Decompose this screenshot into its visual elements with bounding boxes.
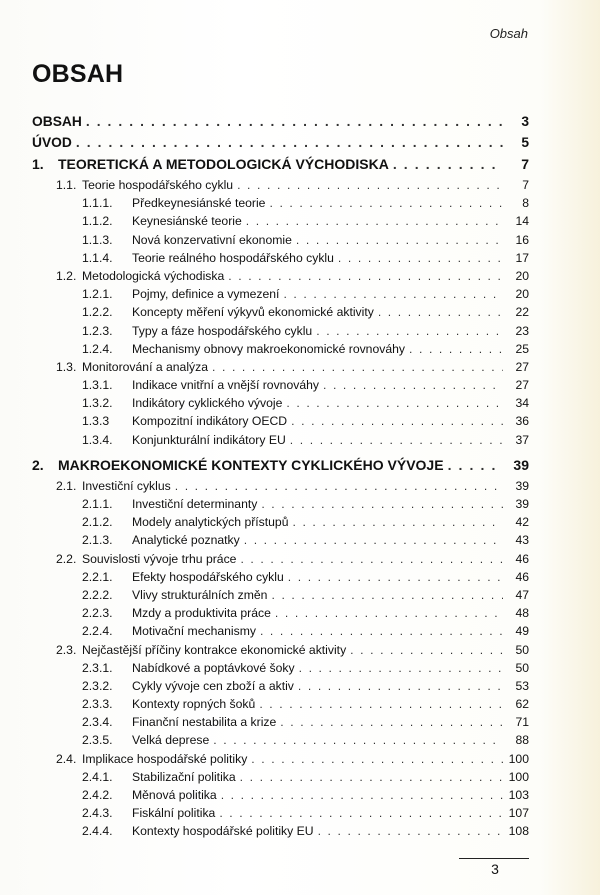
toc-entry[interactable] — [32, 806, 529, 824]
toc-entry-number: 1.1. — [56, 178, 77, 192]
toc-entry[interactable] — [32, 196, 529, 214]
toc-entry-title: Nová konzervativní ekonomie — [132, 232, 292, 247]
toc-entry[interactable] — [32, 770, 529, 788]
toc-entry-page: 50 — [515, 660, 529, 675]
toc-entry-number: 2.4.1. — [82, 769, 113, 784]
dot-leader — [221, 788, 503, 802]
toc-entry-number: 2.2.3. — [82, 606, 113, 621]
dot-leader — [393, 156, 503, 172]
dot-leader — [213, 733, 503, 747]
toc-entry-number: 2.1. — [56, 478, 77, 493]
toc-entry[interactable] — [32, 178, 529, 196]
dot-leader — [283, 287, 503, 301]
toc-entry[interactable] — [32, 233, 529, 251]
dot-leader — [298, 679, 503, 693]
toc-entry[interactable] — [32, 570, 529, 588]
toc-entry[interactable] — [32, 643, 529, 661]
dot-leader — [240, 770, 503, 784]
toc-entry-page: 16 — [515, 232, 529, 247]
toc-entry[interactable] — [32, 752, 529, 770]
toc-entry-title: Kontexty hospodářské politiky EU — [132, 824, 314, 839]
toc-entry-number: 2.3.4. — [82, 715, 113, 730]
dot-leader — [288, 570, 503, 584]
toc-entry[interactable] — [32, 606, 529, 624]
toc-entry-page: 17 — [515, 250, 529, 265]
toc-entry[interactable] — [32, 433, 529, 451]
toc-entry[interactable] — [32, 135, 529, 156]
toc-entry-title: Keynesiánské teorie — [132, 214, 242, 229]
toc-entry-number: 2.2.2. — [82, 587, 113, 602]
toc-entry-number: 2.4.2. — [82, 788, 113, 802]
toc-entry-title: Efekty hospodářského cyklu — [132, 569, 284, 584]
toc-entry-number: 2.3.1. — [82, 660, 113, 675]
page-title: OBSAH — [32, 60, 124, 88]
toc-entry-page: 39 — [513, 456, 529, 473]
toc-entry[interactable] — [32, 360, 529, 378]
toc-entry-number: 2.3.3. — [82, 697, 113, 712]
toc-entry[interactable] — [32, 624, 529, 642]
dot-leader — [251, 752, 503, 766]
toc-entry-number: 2.3.2. — [82, 678, 113, 693]
toc-entry-page: 48 — [515, 606, 529, 621]
toc-entry-number: 1.2.3. — [82, 323, 113, 338]
toc-entry-title: Mechanismy obnovy makroekonomické rovnováhy — [132, 341, 405, 356]
toc-entry-page: 3 — [521, 114, 529, 129]
toc-entry-title: Implikace hospodářské politiky — [82, 751, 248, 766]
dot-leader — [275, 606, 503, 620]
toc-entry-page: 39 — [515, 478, 529, 493]
toc-entry-page: 100 — [508, 769, 529, 784]
toc-entry-number: 2. — [32, 456, 44, 473]
dot-leader — [323, 378, 503, 392]
toc-entry-page: 108 — [508, 824, 529, 839]
toc-entry-number: 1.2.4. — [82, 341, 113, 356]
toc-entry-page: 46 — [515, 551, 529, 566]
dot-leader — [296, 233, 503, 247]
toc-entry-page: 22 — [515, 305, 529, 320]
toc-entry-title: Pojmy, definice a vymezení — [132, 287, 280, 302]
toc-entry-number: 1.3.1. — [82, 378, 113, 393]
toc-entry-page: 5 — [521, 135, 529, 150]
toc-entry-page: 103 — [508, 788, 529, 802]
toc-entry[interactable] — [32, 824, 529, 842]
toc-entry[interactable] — [32, 479, 529, 497]
toc-entry[interactable] — [32, 679, 529, 697]
toc-entry-page: 71 — [515, 715, 529, 730]
toc-entry-number: 2.4.4. — [82, 824, 113, 839]
toc-entry-title: Konjunkturální indikátory EU — [132, 432, 286, 447]
toc-entry-number: 2.3.5. — [82, 733, 113, 748]
dot-leader — [261, 497, 503, 511]
dot-leader — [286, 396, 503, 410]
toc-entry-page: 107 — [508, 806, 529, 821]
toc-entry[interactable] — [32, 515, 529, 533]
toc-entry-page: 100 — [508, 751, 529, 766]
toc-entry-page: 53 — [515, 678, 529, 693]
toc-entry[interactable] — [32, 414, 529, 432]
dot-leader — [316, 324, 503, 338]
page-number: 3 — [491, 861, 499, 877]
dot-leader — [291, 414, 503, 428]
toc-entry-title: TEORETICKÁ A METODOLOGICKÁ VÝCHODISKA — [58, 156, 389, 172]
toc-entry-title: Metodologická východiska — [82, 268, 225, 283]
toc-entry-page: 88 — [515, 733, 529, 748]
toc-entry-title: OBSAH — [32, 114, 82, 129]
toc-entry-title: Fiskální politika — [132, 806, 216, 821]
dot-leader — [237, 178, 503, 192]
toc-entry[interactable] — [32, 457, 529, 479]
toc-entry[interactable] — [32, 552, 529, 570]
toc-entry-title: Předkeynesiánské teorie — [132, 196, 266, 211]
toc-entry-title: Kompozitní indikátory OECD — [132, 414, 288, 429]
toc-entry[interactable] — [32, 378, 529, 396]
toc-entry-number: 2.1.1. — [82, 497, 113, 511]
toc-entry-title: Motivační mechanismy — [132, 624, 256, 639]
toc-entry-number: 1.1.1. — [82, 196, 113, 211]
toc-entry-page: 43 — [515, 533, 529, 548]
toc-entry-page: 62 — [515, 697, 529, 712]
dot-leader — [76, 135, 503, 150]
toc-entry-title: Koncepty měření výkyvů ekonomické aktivity — [132, 305, 374, 320]
toc-entry-page: 25 — [515, 341, 529, 356]
dot-leader — [292, 515, 503, 529]
toc-entry-title: Měnová politika — [132, 788, 217, 802]
toc-entry-number: 2.1.2. — [82, 515, 113, 530]
toc-entry-title: Souvislosti vývoje trhu práce — [82, 551, 237, 566]
dot-leader — [448, 457, 503, 473]
toc-entry[interactable] — [32, 342, 529, 360]
toc-entry[interactable] — [32, 588, 529, 606]
toc-entry-number: 2.4.3. — [82, 806, 113, 821]
toc-entry-number: 2.2. — [56, 551, 77, 566]
toc-entry-page: 42 — [515, 515, 529, 530]
toc-entry-page: 49 — [515, 624, 529, 639]
toc-entry-title: Cykly vývoje cen zboží a aktiv — [132, 678, 294, 693]
toc-entry[interactable] — [32, 715, 529, 733]
toc-entry[interactable] — [32, 305, 529, 323]
toc-entry-title: Nabídkové a poptávkové šoky — [132, 660, 295, 675]
toc-entry[interactable] — [32, 396, 529, 414]
dot-leader — [338, 251, 503, 265]
toc-entry-page: 37 — [515, 432, 529, 447]
toc-entry[interactable] — [32, 324, 529, 342]
toc-entry-title: Indikátory cyklického vývoje — [132, 396, 283, 411]
toc-entry-number: 2.2.4. — [82, 624, 113, 639]
toc-entry-title: Investiční cyklus — [82, 478, 171, 493]
toc-entry-page: 47 — [515, 587, 529, 602]
toc-entry-number: 1.3.4. — [82, 432, 113, 447]
toc-entry-number: 1.3.2. — [82, 396, 113, 411]
toc-entry-number: 2.1.3. — [82, 533, 113, 548]
dot-leader — [244, 533, 503, 547]
dot-leader — [409, 342, 503, 356]
toc-entry[interactable] — [32, 533, 529, 551]
toc-entry-page: 20 — [515, 287, 529, 302]
toc-entry-number: 1.3.3 — [82, 414, 110, 429]
toc-entry[interactable] — [32, 497, 529, 515]
toc-entry-title: Investiční determinanty — [132, 497, 258, 511]
toc-entry-title: Monitorování a analýza — [82, 359, 209, 374]
toc-entry-page: 50 — [515, 642, 529, 657]
dot-leader — [290, 433, 503, 447]
toc-entry-title: Vlivy strukturálních změn — [132, 587, 268, 602]
toc-entry-number: 1.1.2. — [82, 214, 113, 229]
toc-entry-title: Typy a fáze hospodářského cyklu — [132, 323, 313, 338]
toc-entry-title: Teorie hospodářského cyklu — [82, 178, 234, 192]
dot-leader — [299, 661, 503, 675]
footer-rule — [459, 858, 529, 859]
dot-leader — [378, 305, 503, 319]
toc-entry-title: Kontexty ropných šoků — [132, 697, 256, 712]
toc-entry-number: 1.2.1. — [82, 287, 113, 302]
toc-entry-title: Indikace vnitřní a vnější rovnováhy — [132, 378, 319, 393]
toc-entry-page: 14 — [515, 214, 529, 229]
dot-leader — [318, 824, 503, 838]
toc-entry-number: 1.2. — [56, 268, 77, 283]
toc-entry[interactable] — [32, 214, 529, 232]
toc-entry-title: Stabilizační politika — [132, 769, 236, 784]
toc-entry-title: Finanční nestabilita a krize — [132, 715, 277, 730]
toc-entry-number: 1.1.3. — [82, 232, 113, 247]
toc-entry-title: Analytické poznatky — [132, 533, 240, 548]
toc-entry-page: 46 — [515, 569, 529, 584]
toc-entry[interactable] — [32, 114, 529, 135]
toc-entry-title: Mzdy a produktivita práce — [132, 606, 271, 621]
toc-entry[interactable] — [32, 251, 529, 269]
dot-leader — [240, 552, 503, 566]
table-of-contents — [32, 114, 529, 843]
toc-entry-page: 7 — [521, 156, 529, 172]
toc-entry-page: 23 — [515, 323, 529, 338]
toc-entry[interactable] — [32, 269, 529, 287]
toc-entry[interactable] — [32, 733, 529, 751]
toc-entry[interactable] — [32, 697, 529, 715]
toc-entry-page: 7 — [522, 178, 529, 192]
dot-leader — [280, 715, 503, 729]
toc-entry-title: Modely analytických přístupů — [132, 515, 289, 530]
toc-entry[interactable] — [32, 156, 529, 178]
toc-entry-number: 2.4. — [56, 751, 77, 766]
dot-leader — [269, 196, 503, 210]
toc-entry-page: 27 — [515, 359, 529, 374]
toc-entry-title: MAKROEKONOMICKÉ KONTEXTY CYKLICKÉHO VÝVOJE — [58, 456, 444, 473]
toc-entry[interactable] — [32, 788, 529, 806]
dot-leader — [86, 114, 503, 129]
toc-entry-page: 36 — [515, 414, 529, 429]
dot-leader — [228, 269, 503, 283]
dot-leader — [271, 588, 503, 602]
toc-entry-number: 2.3. — [56, 642, 77, 657]
toc-entry-number: 1.1.4. — [82, 250, 113, 265]
dot-leader — [259, 697, 503, 711]
toc-entry-number: 1.3. — [56, 359, 77, 374]
toc-entry-title: Velká deprese — [132, 733, 210, 748]
dot-leader — [212, 360, 503, 374]
toc-entry-page: 8 — [522, 196, 529, 211]
running-head: Obsah — [489, 26, 528, 41]
toc-entry[interactable] — [32, 661, 529, 679]
dot-leader — [175, 479, 503, 493]
dot-leader — [260, 624, 503, 638]
toc-entry-page: 39 — [515, 497, 529, 511]
toc-entry-title: Teorie reálného hospodářského cyklu — [132, 250, 334, 265]
toc-entry-number: 1. — [32, 156, 44, 172]
toc-entry-page: 34 — [515, 396, 529, 411]
dot-leader — [246, 214, 503, 228]
toc-entry-page: 27 — [515, 378, 529, 393]
toc-entry-number: 1.2.2. — [82, 305, 113, 320]
toc-entry-title: ÚVOD — [32, 135, 72, 150]
toc-entry-page: 20 — [515, 268, 529, 283]
dot-leader — [219, 806, 503, 820]
toc-entry-number: 2.2.1. — [82, 569, 113, 584]
toc-entry[interactable] — [32, 287, 529, 305]
toc-entry-title: Nejčastější příčiny kontrakce ekonomické aktivity — [82, 642, 347, 657]
dot-leader — [350, 643, 503, 657]
